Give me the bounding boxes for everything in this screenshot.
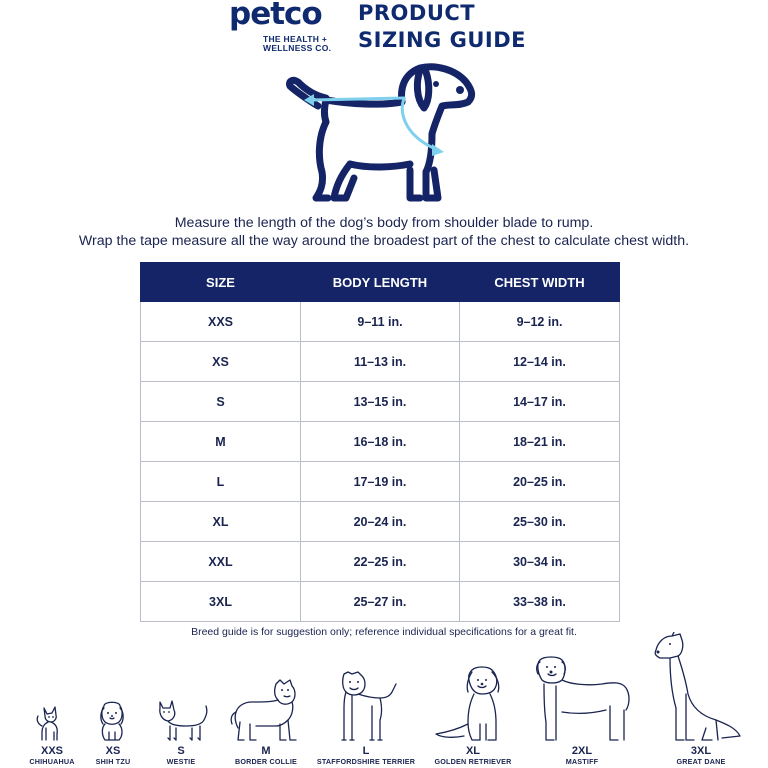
cell-size: XL [141, 502, 301, 542]
cell-chest-width: 18–21 in. [460, 422, 620, 462]
cell-chest-width: 14–17 in. [460, 382, 620, 422]
great-dane-icon [646, 632, 756, 742]
breed-size-label: XXS [40, 745, 63, 757]
breed-name-label: CHIHUAHUA [29, 757, 75, 766]
table-row [141, 542, 620, 582]
breed-size-label: S [177, 745, 185, 757]
table-row [141, 302, 620, 342]
logo-tagline-line1: THE HEALTH + [263, 34, 328, 44]
westie-icon [148, 698, 214, 742]
breed-size-label: 3XL [690, 745, 712, 757]
breed-xs [83, 696, 143, 768]
breed-3xl [646, 632, 756, 768]
cell-body-length: 16–18 in. [301, 422, 460, 462]
header-chest-width: CHEST WIDTH [460, 263, 620, 302]
breed-name-label: GOLDEN RETRIEVER [434, 757, 512, 766]
title-line2: SIZING GUIDE [358, 28, 526, 52]
cell-size: M [141, 422, 301, 462]
breed-size-label: M [261, 745, 271, 757]
logo-wordmark: petco [229, 0, 322, 32]
logo-tagline-line2: WELLNESS CO. [263, 43, 332, 53]
petco-logo [229, 0, 339, 56]
cell-chest-width: 20–25 in. [460, 462, 620, 502]
cell-chest-width: 30–34 in. [460, 542, 620, 582]
cell-chest-width: 25–30 in. [460, 502, 620, 542]
cell-chest-width: 33–38 in. [460, 582, 620, 622]
cell-size: S [141, 382, 301, 422]
title-line1: PRODUCT [358, 1, 476, 25]
measuring-instructions [0, 214, 768, 250]
cell-body-length: 20–24 in. [301, 502, 460, 542]
breed-size-label: 2XL [571, 745, 593, 757]
mastiff-icon [530, 652, 634, 742]
cell-body-length: 11–13 in. [301, 342, 460, 382]
breed-name-label: GREAT DANE [676, 757, 726, 766]
measuring-dog-illustration [280, 60, 490, 210]
cell-size: L [141, 462, 301, 502]
table-row [141, 462, 620, 502]
sizing-table [140, 262, 620, 622]
breed-s [148, 696, 214, 768]
cell-size: XXL [141, 542, 301, 582]
breed-disclaimer: Breed guide is for suggestion only; reference individual specifications for a great fit. [191, 626, 577, 638]
breed-l [314, 670, 418, 768]
table-row [141, 582, 620, 622]
breed-name-label: MASTIFF [565, 757, 599, 766]
page-title [358, 0, 526, 54]
cell-body-length: 13–15 in. [301, 382, 460, 422]
cell-body-length: 9–11 in. [301, 302, 460, 342]
staffordshire-terrier-icon [314, 670, 418, 742]
table-header-row [141, 263, 620, 302]
cell-chest-width: 12–14 in. [460, 342, 620, 382]
header-body-length: BODY LENGTH [301, 263, 460, 302]
breed-2xl [530, 652, 634, 768]
breed-xl [428, 664, 518, 768]
breed-name-label: SHIH TZU [95, 757, 131, 766]
instruction-line2: Wrap the tape measure all the way around the broadest part of the chest to calculate chest width. [78, 233, 690, 249]
breed-xxs [22, 696, 82, 768]
cell-body-length: 22–25 in. [301, 542, 460, 582]
instruction-line1: Measure the length of the dog’s body from shoulder blade to rump. [174, 215, 594, 231]
chihuahua-icon [22, 702, 82, 742]
cell-size: XXS [141, 302, 301, 342]
breed-name-label: STAFFORDSHIRE TERRIER [316, 757, 416, 766]
breed-size-label: XS [105, 745, 121, 757]
table-row [141, 422, 620, 462]
table-row [141, 502, 620, 542]
cell-size: 3XL [141, 582, 301, 622]
table-row [141, 342, 620, 382]
shih-tzu-icon [83, 698, 143, 742]
breed-name-label: WESTIE [166, 757, 196, 766]
breed-m [226, 678, 306, 768]
breed-size-label: L [362, 745, 370, 757]
cell-chest-width: 9–12 in. [460, 302, 620, 342]
cell-body-length: 25–27 in. [301, 582, 460, 622]
table-row [141, 382, 620, 422]
golden-retriever-icon [428, 664, 518, 742]
border-collie-icon [226, 678, 306, 742]
breed-name-label: BORDER COLLIE [234, 757, 298, 766]
header-size: SIZE [141, 263, 301, 302]
breed-size-label: XL [465, 745, 481, 757]
cell-size: XS [141, 342, 301, 382]
cell-body-length: 17–19 in. [301, 462, 460, 502]
